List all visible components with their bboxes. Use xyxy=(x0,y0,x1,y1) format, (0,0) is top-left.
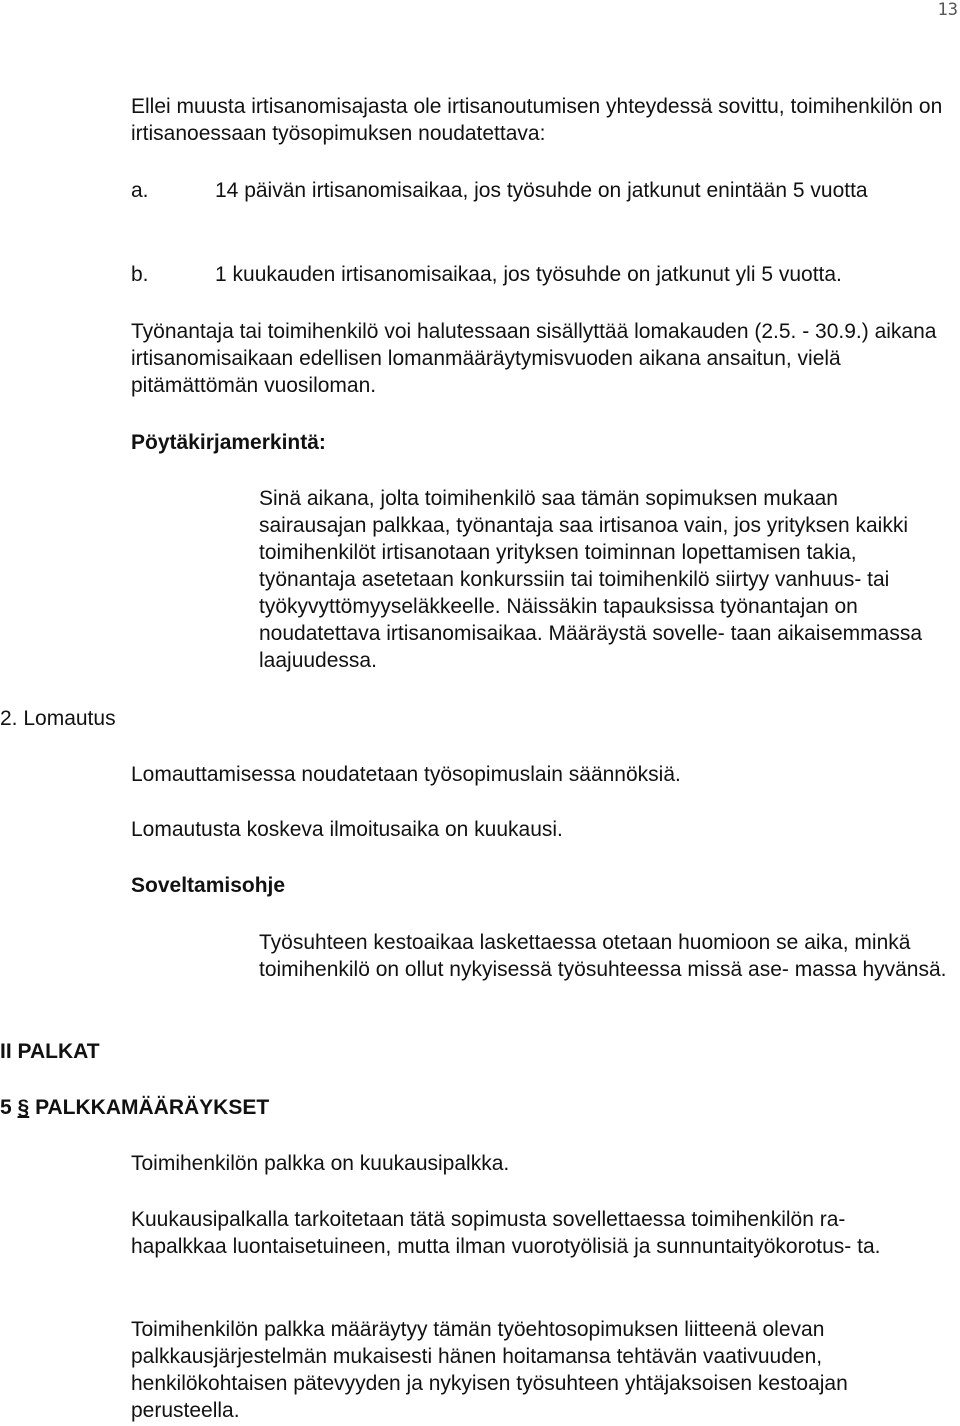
intro-paragraph xyxy=(131,93,946,147)
section-number: 5 xyxy=(0,1096,12,1119)
vacation-line-2: (2.5. - 30.9.) aikana irtisanomisaikaan edellisen lomanmääräytymisvuoden xyxy=(131,320,937,370)
list-item-line-1: 1 kuukauden irtisanomisaikaa, jos työsuhde on jatkunut yli 5 vuotta. xyxy=(215,263,842,286)
lomautus-heading: 2. Lomautus xyxy=(0,707,116,730)
list-item-line-1: 14 päivän irtisanomisaikaa, jos työsuhde on jatkunut enintään xyxy=(215,179,788,202)
protocol-line-4: takia, työnantaja asetetaan konkurssiin tai toimihenkilö siirtyy xyxy=(259,541,857,591)
salary-3-line-4: perusteella. xyxy=(131,1399,240,1422)
protocol-heading: Pöytäkirjamerkintä: xyxy=(131,431,326,454)
guidance-line-2: minkä toimihenkilö on ollut nykyisessä työsuhteessa missä ase- xyxy=(259,931,911,981)
salary-paragraph-1: Toimihenkilön palkka on kuukausipalkka. xyxy=(131,1152,510,1175)
list-item-line-2: 5 vuotta xyxy=(792,179,868,202)
guidance-line-3: massa hyvänsä. xyxy=(794,958,947,981)
list-item-b xyxy=(0,261,960,291)
section-title: PALKKAMÄÄRÄYKSET xyxy=(35,1096,270,1119)
intro-line-1: Ellei muusta irtisanomisajasta ole irtisanoutumisen yhteydessä sovittu, xyxy=(131,95,785,118)
salary-2-line-2: hapalkkaa luontaisetuineen, mutta ilman vuorotyölisiä ja sunnuntaityökorotus- xyxy=(131,1235,852,1258)
guidance-paragraph xyxy=(259,929,949,983)
guidance-heading: Soveltamisohje xyxy=(131,874,286,897)
list-item-a xyxy=(0,177,960,237)
salary-paragraph-3 xyxy=(131,1316,946,1424)
vacation-line-1: Työnantaja tai toimihenkilö voi halutessaan sisällyttää lomakauden xyxy=(131,320,749,343)
list-item-text xyxy=(215,177,915,204)
salary-paragraph-2 xyxy=(131,1206,946,1260)
lomautus-paragraph-1: Lomauttamisessa noudatetaan työsopimuslain säännöksiä. xyxy=(131,763,681,786)
protocol-line-2: sairausajan palkkaa, työnantaja saa irtisanoa vain, jos yrityksen xyxy=(259,514,850,537)
salary-2-line-3: ta. xyxy=(857,1235,881,1258)
list-item-text xyxy=(215,261,915,288)
protocol-line-7: taan aikaisemmassa laajuudessa. xyxy=(259,622,922,672)
salary-2-line-1: Kuukausipalkalla tarkoitetaan tätä sopimusta sovellettaessa toimihenkilön ra- xyxy=(131,1208,846,1231)
salary-3-line-3: henkilökohtaisen pätevyyden ja nykyisen työsuhteen yhtäjaksoisen kestoajan xyxy=(131,1372,848,1395)
page-number: 13 xyxy=(937,0,958,20)
protocol-line-3: kaikki toimihenkilöt irtisanotaan yrityksen toiminnan lopettamisen xyxy=(259,514,909,564)
salary-3-line-1: Toimihenkilön palkka määräytyy tämän työehtosopimuksen liitteenä olevan xyxy=(131,1318,825,1341)
list-item-label: a. xyxy=(131,179,149,202)
protocol-line-6: työnantajan on noudatettava irtisanomisaikaa. Määräystä sovelle- xyxy=(259,595,858,645)
list-item-label: b. xyxy=(131,263,149,286)
section-heading xyxy=(0,1094,269,1121)
vacation-line-3: aikana ansaitun, vielä pitämättömän vuosiloman. xyxy=(131,347,841,397)
guidance-line-1: Työsuhteen kestoaikaa laskettaessa otetaan huomioon se aika, xyxy=(259,931,849,954)
intro-line-2: toimihenkilön on irtisanoessaan työsopimuksen noudatettava: xyxy=(131,95,943,145)
lomautus-paragraph-2: Lomautusta koskeva ilmoitusaika on kuukausi. xyxy=(131,818,563,841)
part-heading: II PALKAT xyxy=(0,1040,100,1063)
section-symbol: § xyxy=(17,1096,30,1119)
protocol-paragraph xyxy=(259,485,949,674)
vacation-paragraph xyxy=(131,318,946,399)
salary-3-line-2: palkkausjärjestelmän mukaisesti hänen hoitamansa tehtävän vaativuuden, xyxy=(131,1345,823,1368)
protocol-line-5: vanhuus- tai työkyvyttömyyseläkkeelle. Näissäkin tapauksissa xyxy=(259,568,890,618)
protocol-line-1: Sinä aikana, jolta toimihenkilö saa tämän sopimuksen mukaan xyxy=(259,487,838,510)
